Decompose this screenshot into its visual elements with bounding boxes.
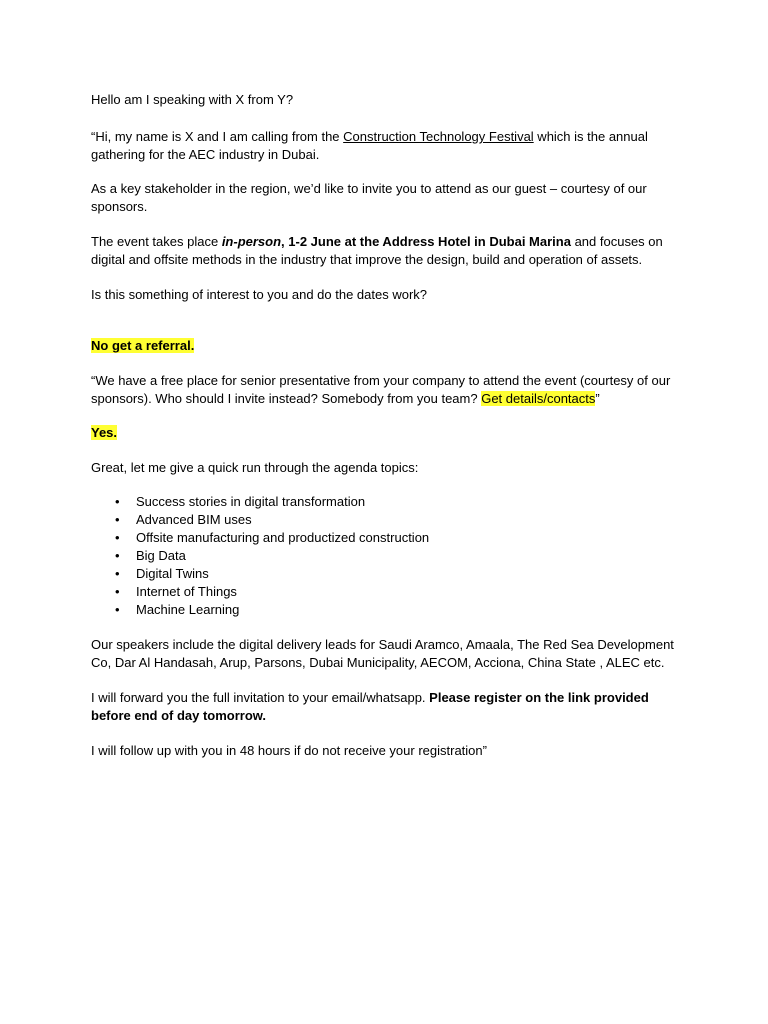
referral-close: ” [595,390,600,406]
referral-text: “We have a free place for senior presentative from your company to attend the event (courtesy of our sponsors). Who should I invite instead? Somebody from you team? [91,373,671,406]
list-item [91,493,691,511]
bullet-icon: • [115,548,120,563]
bullet-icon: • [115,566,120,581]
event-part-1: The event takes place [91,234,222,249]
yes-highlight: Yes. [91,425,118,440]
greeting-line: Hello am I speaking with X from Y? [91,92,294,107]
festival-name-link[interactable]: Construction Technology Festival [343,129,534,144]
bullet-icon: • [115,494,120,509]
agenda-item-label: Machine Learning [136,602,240,617]
list-item [91,529,691,547]
intro-paragraph [91,128,691,163]
followup-line: I will follow up with you in 48 hours if do not receive your registration” [91,743,487,758]
agenda-item-label: Big Data [136,548,186,563]
bullet-icon: • [115,530,120,545]
list-item [91,511,691,529]
bullet-icon: • [115,602,120,617]
speakers-paragraph: Our speakers include the digital delivery leads for Saudi Aramco, Amaala, The Red Sea Development Co, Dar Al Handasah, Arup, Parsons, Dubai Municipality, AECOM, Acciona, China State , ALEC etc. [91,637,674,670]
agenda-item-label: Internet of Things [136,584,237,599]
agenda-item-label: Success stories in digital transformation [136,494,366,509]
list-item [91,601,691,619]
no-referral-highlight: No get a referral. [91,338,195,353]
list-item [91,547,691,565]
list-item [91,583,691,601]
forward-paragraph [91,689,691,724]
agenda-item-label: Digital Twins [136,566,209,581]
agenda-item-label: Advanced BIM uses [136,512,252,527]
event-paragraph [91,233,691,268]
referral-highlight: Get details/contacts [481,390,596,406]
yes-label [91,424,691,442]
agenda-intro: Great, let me give a quick run through the agenda topics: [91,460,419,475]
bullet-icon: • [115,512,120,527]
list-item [91,565,691,583]
intro-pre: “Hi, my name is X and I am calling from the [91,129,344,144]
invite-paragraph: As a key stakeholder in the region, we’d like to invite you to attend as our guest – courtesy of our sponsors. [91,181,647,214]
event-part-3: and focuses on digital and offsite methods in the industry that improve the design, build and operation of assets. [91,234,663,267]
agenda-list [91,493,691,619]
referral-paragraph [91,372,691,407]
event-date-venue: , 1-2 June at the Address Hotel in Dubai Marina [281,234,571,249]
event-in-person: in-person [221,234,282,249]
bullet-icon: • [115,584,120,599]
intro-post: which is the annual gathering for the AEC industry in Dubai. [91,129,648,162]
forward-pre: I will forward you the full invitation to your email/whatsapp. [91,690,430,705]
agenda-item-label: Offsite manufacturing and productized construction [136,530,430,545]
no-referral-label [91,337,691,355]
forward-register-cta: Please register on the link provided before end of day tomorrow. [91,690,649,723]
question-line: Is this something of interest to you and do the dates work? [91,287,428,302]
